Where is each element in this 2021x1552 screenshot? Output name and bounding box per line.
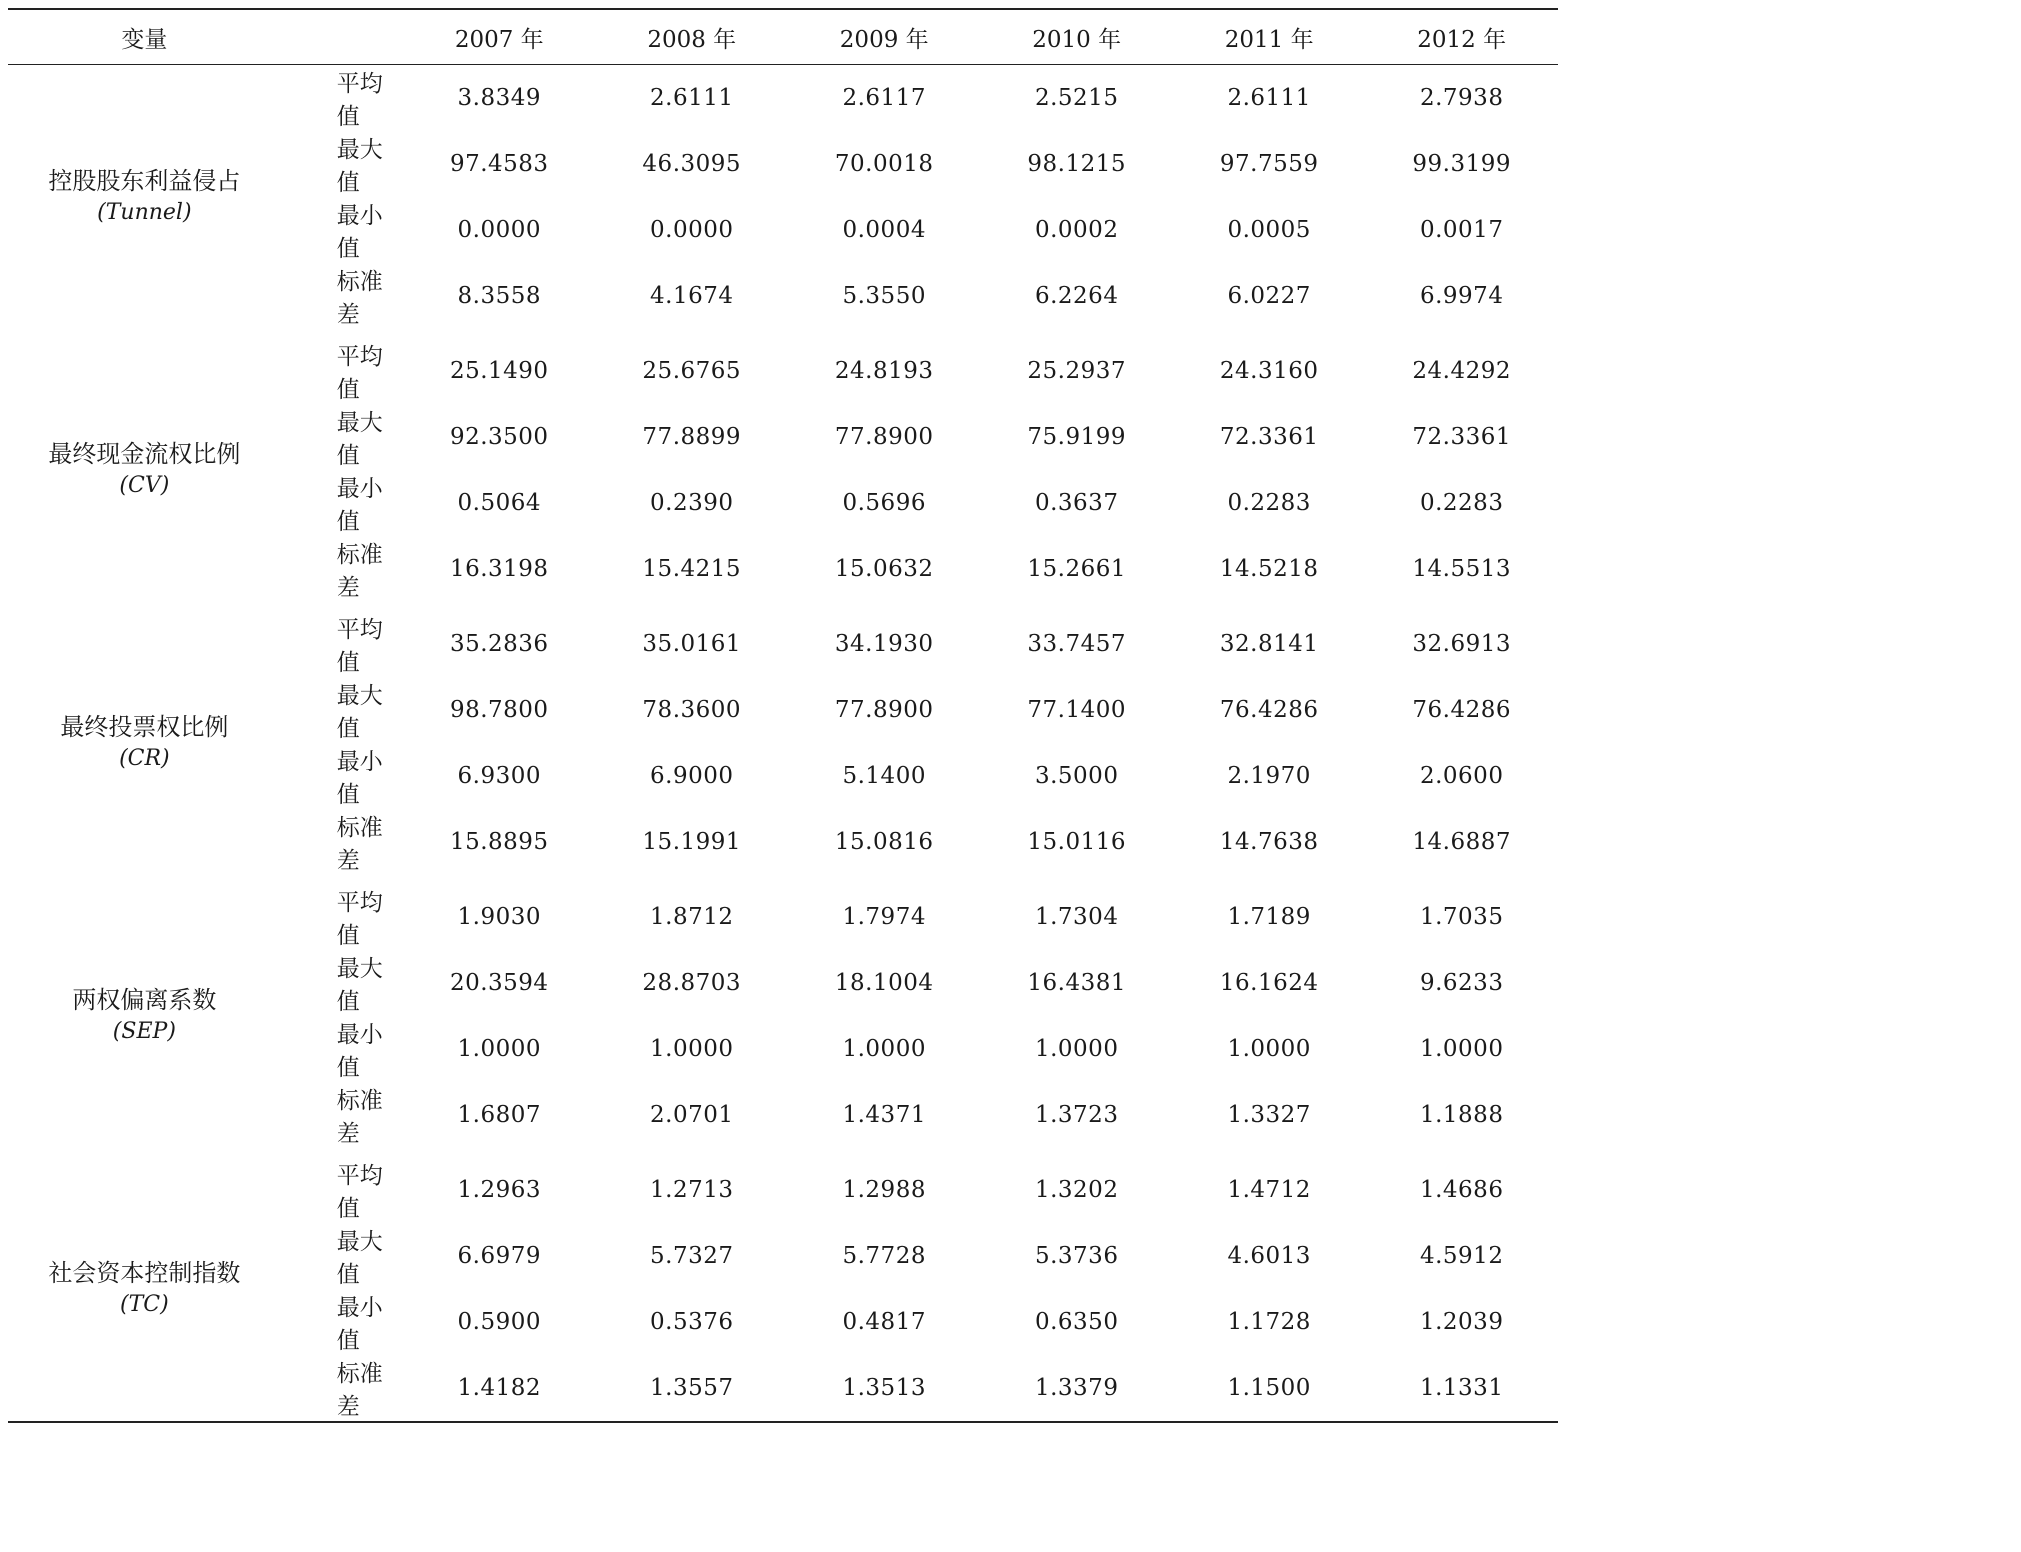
variable-abbreviation: (Tunnel) [97,200,192,225]
value-cell: 3.5000 [1034,763,1119,789]
value-cell: 77.8899 [642,424,742,450]
stat-label: 标准差 [336,815,383,874]
value-cell: 16.3198 [449,556,549,582]
stat-label: 平均值 [336,617,383,676]
value-cell: 15.0116 [1027,829,1127,855]
variable-cell [8,65,281,330]
header-year-2007: 2007 年 [454,26,544,53]
header-variable: 变量 [121,26,168,53]
value-cell: 5.7728 [842,1243,926,1269]
value-cell: 1.7035 [1419,904,1504,930]
value-cell: 14.7638 [1219,829,1319,855]
value-cell: 4.1674 [650,283,734,309]
value-cell: 0.5900 [457,1309,541,1335]
value-cell: 97.7559 [1219,151,1319,177]
value-cell: 1.0000 [842,1036,926,1062]
value-cell: 15.2661 [1027,556,1127,582]
stats-table [8,8,1558,1423]
header-year-2012: 2012 年 [1417,26,1507,53]
value-cell: 9.6233 [1419,970,1504,996]
stat-label: 平均值 [336,71,383,130]
value-cell: 2.5215 [1034,85,1119,111]
value-cell: 1.3513 [842,1375,926,1401]
stat-label: 最大值 [336,956,383,1015]
table-row [8,875,1558,950]
value-cell: 0.5376 [650,1309,734,1335]
variable-abbreviation: (TC) [120,1292,169,1317]
value-cell: 24.3160 [1219,358,1319,384]
value-cell: 6.9300 [457,763,541,789]
value-cell: 5.3550 [842,283,926,309]
value-cell: 0.2283 [1227,490,1311,516]
variable-name: 两权偏离系数 [72,986,217,1014]
value-cell: 5.1400 [842,763,926,789]
value-cell: 1.7974 [842,904,926,930]
table-body [8,65,1558,1423]
table-row [8,329,1558,404]
stat-label: 最大值 [336,410,383,469]
value-cell: 35.2836 [449,631,549,657]
stat-label: 标准差 [336,1361,383,1420]
value-cell: 70.0018 [834,151,934,177]
value-cell: 1.4712 [1227,1177,1311,1203]
value-cell: 5.7327 [650,1243,734,1269]
value-cell: 1.3202 [1034,1177,1119,1203]
value-cell: 0.5064 [457,490,541,516]
value-cell: 34.1930 [834,631,934,657]
header-stat [281,9,403,65]
table-row [8,1148,1558,1223]
value-cell: 77.1400 [1027,697,1127,723]
value-cell: 5.3736 [1034,1243,1119,1269]
value-cell: 33.7457 [1027,631,1127,657]
value-cell: 0.4817 [842,1309,926,1335]
value-cell: 1.3723 [1034,1102,1119,1128]
value-cell: 0.6350 [1034,1309,1119,1335]
value-cell: 15.4215 [642,556,742,582]
variable-cell [8,602,281,875]
stat-label: 平均值 [336,890,383,949]
value-cell: 16.1624 [1219,970,1319,996]
variable-abbreviation: (CR) [119,746,170,771]
value-cell: 32.8141 [1219,631,1319,657]
value-cell: 6.9000 [650,763,734,789]
value-cell: 2.0701 [650,1102,734,1128]
stat-label: 平均值 [336,344,383,403]
value-cell: 14.6887 [1412,829,1512,855]
value-cell: 2.6111 [1227,85,1311,111]
variable-cell [8,329,281,602]
header-year-2008: 2008 年 [647,26,737,53]
value-cell: 1.1500 [1227,1375,1311,1401]
value-cell: 0.0000 [457,217,541,243]
value-cell: 1.4686 [1419,1177,1504,1203]
value-cell: 98.7800 [449,697,549,723]
value-cell: 20.3594 [449,970,549,996]
value-cell: 2.7938 [1419,85,1504,111]
value-cell: 1.0000 [1419,1036,1504,1062]
value-cell: 4.6013 [1227,1243,1311,1269]
value-cell: 15.8895 [449,829,549,855]
stat-label: 最小值 [336,476,383,535]
value-cell: 77.8900 [834,424,934,450]
value-cell: 75.9199 [1027,424,1127,450]
stat-label: 标准差 [336,269,383,328]
value-cell: 3.8349 [457,85,541,111]
stat-label: 最小值 [336,203,383,262]
value-cell: 99.3199 [1412,151,1512,177]
value-cell: 97.4583 [449,151,549,177]
value-cell: 0.2283 [1419,490,1504,516]
value-cell: 1.1331 [1419,1375,1504,1401]
value-cell: 1.1728 [1227,1309,1311,1335]
value-cell: 6.2264 [1034,283,1119,309]
header-year-2010: 2010 年 [1032,26,1122,53]
value-cell: 1.3327 [1227,1102,1311,1128]
value-cell: 72.3361 [1412,424,1512,450]
value-cell: 0.0017 [1419,217,1504,243]
variable-name: 最终现金流权比例 [48,440,241,468]
value-cell: 14.5218 [1219,556,1319,582]
value-cell: 76.4286 [1219,697,1319,723]
stat-label: 最小值 [336,1295,383,1354]
value-cell: 1.3379 [1034,1375,1119,1401]
value-cell: 25.2937 [1027,358,1127,384]
value-cell: 72.3361 [1219,424,1319,450]
value-cell: 1.2039 [1419,1309,1504,1335]
value-cell: 1.2988 [842,1177,926,1203]
value-cell: 1.3557 [650,1375,734,1401]
value-cell: 24.4292 [1412,358,1512,384]
variable-name: 控股股东利益侵占 [48,167,241,195]
stat-label: 标准差 [336,1088,383,1147]
value-cell: 0.3637 [1034,490,1119,516]
value-cell: 98.1215 [1027,151,1127,177]
value-cell: 1.6807 [457,1102,541,1128]
value-cell: 16.4381 [1027,970,1127,996]
value-cell: 0.0000 [650,217,734,243]
value-cell: 78.3600 [642,697,742,723]
table-row [8,65,1558,132]
value-cell: 6.6979 [457,1243,541,1269]
value-cell: 1.1888 [1419,1102,1504,1128]
table-row [8,602,1558,677]
value-cell: 35.0161 [642,631,742,657]
variable-name: 最终投票权比例 [60,713,229,741]
value-cell: 0.0002 [1034,217,1119,243]
value-cell: 0.0004 [842,217,926,243]
variable-abbreviation: (CV) [119,473,170,498]
value-cell: 25.6765 [642,358,742,384]
value-cell: 2.6111 [650,85,734,111]
value-cell: 4.5912 [1419,1243,1504,1269]
value-cell: 77.8900 [834,697,934,723]
stat-label: 最小值 [336,749,383,808]
header-row [8,9,1558,65]
value-cell: 6.0227 [1227,283,1311,309]
value-cell: 18.1004 [834,970,934,996]
value-cell: 1.0000 [650,1036,734,1062]
value-cell: 15.0816 [834,829,934,855]
value-cell: 15.0632 [834,556,934,582]
variable-cell [8,875,281,1148]
value-cell: 46.3095 [642,151,742,177]
stat-label: 最大值 [336,683,383,742]
variable-name: 社会资本控制指数 [48,1259,241,1287]
value-cell: 1.2963 [457,1177,541,1203]
value-cell: 8.3558 [457,283,541,309]
value-cell: 24.8193 [834,358,934,384]
value-cell: 1.8712 [650,904,734,930]
stat-label: 平均值 [336,1163,383,1222]
value-cell: 1.0000 [1227,1036,1311,1062]
value-cell: 14.5513 [1412,556,1512,582]
value-cell: 0.0005 [1227,217,1311,243]
value-cell: 2.0600 [1419,763,1504,789]
value-cell: 15.1991 [642,829,742,855]
value-cell: 1.4371 [842,1102,926,1128]
value-cell: 0.5696 [842,490,926,516]
variable-abbreviation: (SEP) [112,1019,176,1044]
value-cell: 25.1490 [449,358,549,384]
value-cell: 76.4286 [1412,697,1512,723]
value-cell: 6.9974 [1419,283,1504,309]
value-cell: 1.0000 [1034,1036,1119,1062]
stat-label: 最小值 [336,1022,383,1081]
stat-label: 标准差 [336,542,383,601]
stat-label: 最大值 [336,137,383,196]
header-year-2009: 2009 年 [839,26,929,53]
value-cell: 0.2390 [650,490,734,516]
variable-cell [8,1148,281,1422]
value-cell: 1.7304 [1034,904,1119,930]
value-cell: 1.7189 [1227,904,1311,930]
value-cell: 1.4182 [457,1375,541,1401]
value-cell: 2.6117 [842,85,926,111]
stat-label: 最大值 [336,1229,383,1288]
value-cell: 28.8703 [642,970,742,996]
descriptive-statistics-table [8,8,1558,1423]
header-year-2011: 2011 年 [1224,26,1314,53]
value-cell: 2.1970 [1227,763,1311,789]
value-cell: 1.9030 [457,904,541,930]
value-cell: 32.6913 [1412,631,1512,657]
value-cell: 92.3500 [449,424,549,450]
value-cell: 1.2713 [650,1177,734,1203]
value-cell: 1.0000 [457,1036,541,1062]
